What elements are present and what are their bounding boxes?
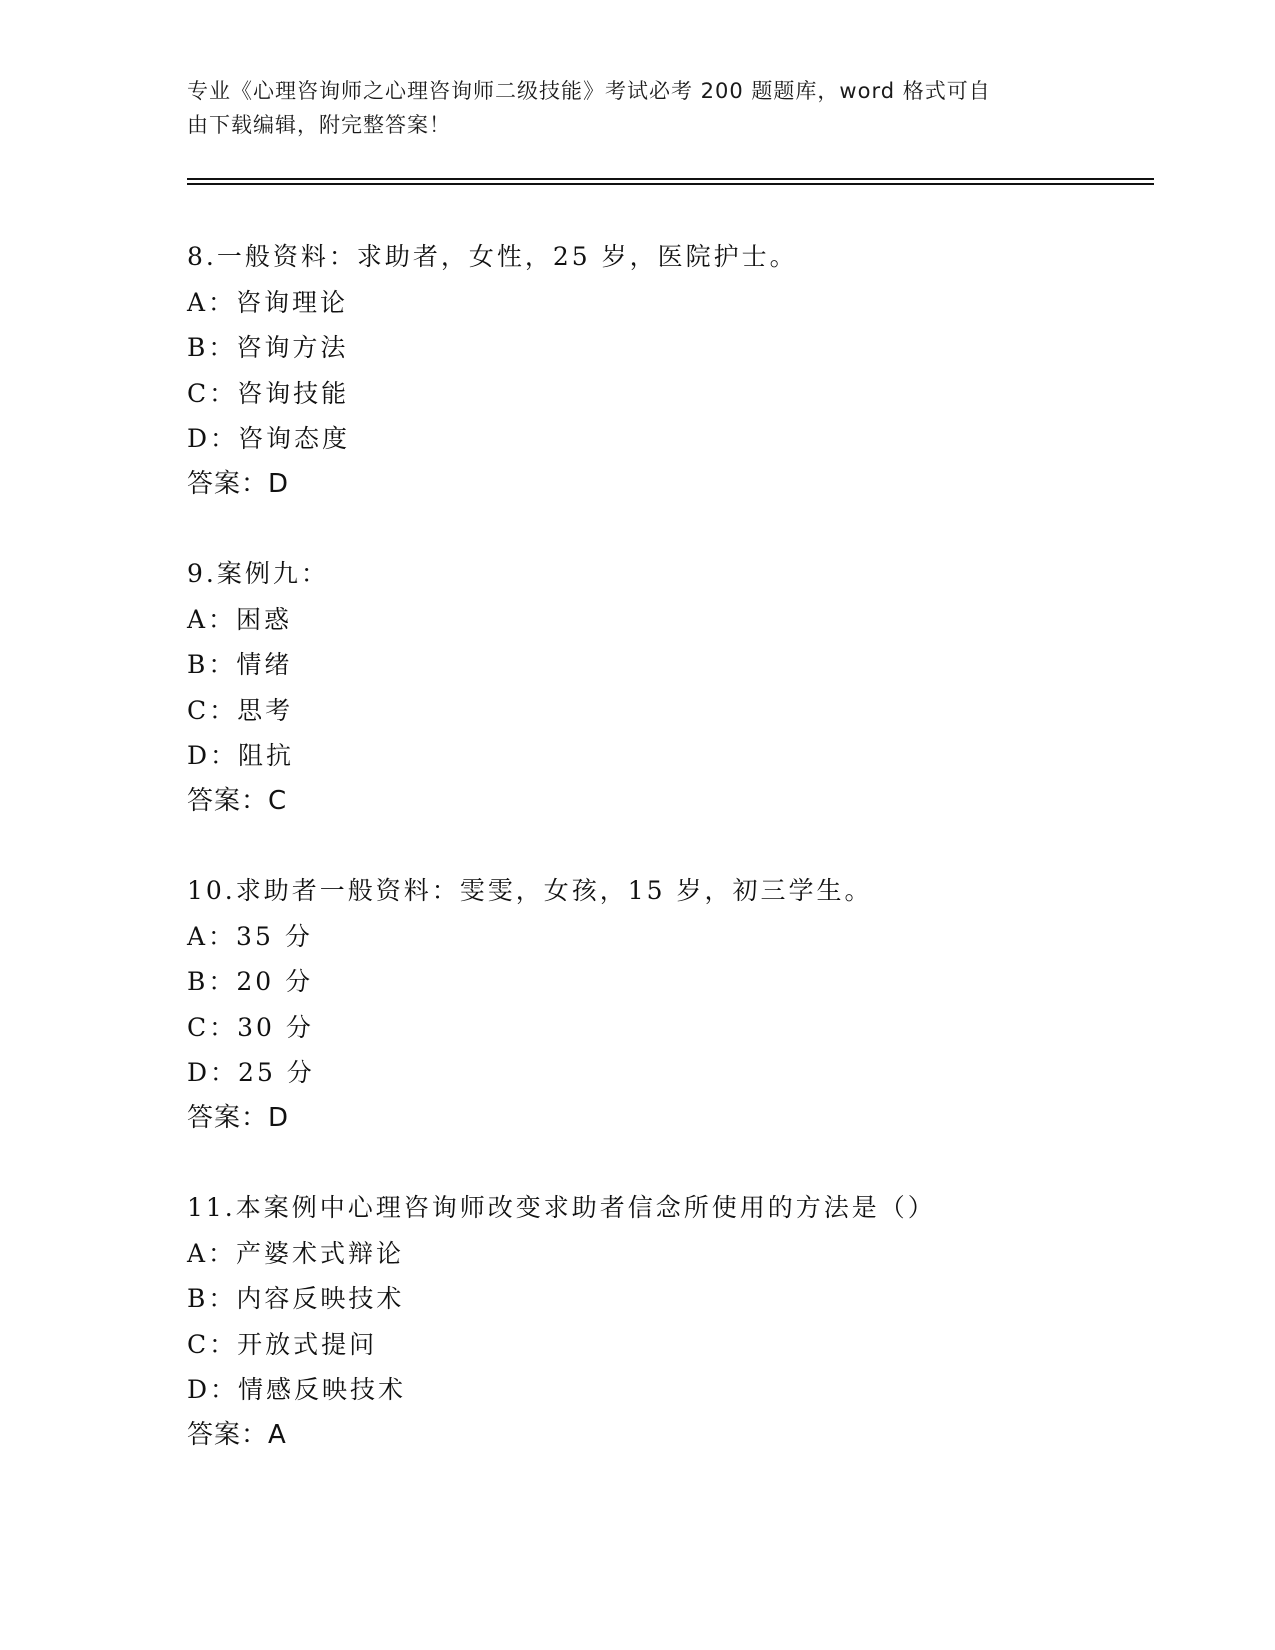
answer-line: 答案：A <box>187 1419 287 1450</box>
option-b: B：内容反映技术 <box>187 1284 405 1313</box>
question-list <box>187 234 1147 1502</box>
option-c: C：思考 <box>187 695 294 725</box>
option-d: D：25 分 <box>187 1058 315 1087</box>
question-8 <box>187 234 1147 507</box>
option-d: D：咨询态度 <box>187 424 351 453</box>
option-b: B：情绪 <box>187 650 293 679</box>
question-10 <box>187 868 1147 1141</box>
header-line-2: 由下载编辑，附完整答案！ <box>187 113 451 137</box>
question-stem: 11.本案例中心理咨询师改变求助者信念所使用的方法是（） <box>187 1193 936 1222</box>
option-a: A：产婆术式辩论 <box>187 1238 405 1268</box>
header-line-1: 专业《心理咨询师之心理咨询师二级技能》考试必考 200 题题库，word 格式可自 <box>187 79 991 103</box>
option-b: B：咨询方法 <box>187 333 349 362</box>
option-a: A：困惑 <box>187 604 293 634</box>
question-11 <box>187 1185 1147 1458</box>
question-stem: 10.求助者一般资料：雯雯，女孩，15 岁，初三学生。 <box>187 876 873 905</box>
option-c: C：咨询技能 <box>187 378 350 408</box>
option-c: C：开放式提问 <box>187 1329 378 1359</box>
header-divider-bottom <box>187 183 1154 185</box>
option-c: C：30 分 <box>187 1012 314 1042</box>
answer-line: 答案：D <box>187 1102 290 1133</box>
answer-line: 答案：C <box>187 785 288 816</box>
option-a: A：35 分 <box>187 921 313 951</box>
question-stem: 9.案例九： <box>187 559 329 588</box>
answer-line: 答案：D <box>187 468 290 499</box>
option-d: D：情感反映技术 <box>187 1375 407 1404</box>
header-divider-top <box>187 178 1154 180</box>
option-b: B：20 分 <box>187 967 314 996</box>
option-a: A：咨询理论 <box>187 287 349 317</box>
document-header <box>187 74 1067 142</box>
question-9 <box>187 551 1147 824</box>
question-stem: 8.一般资料：求助者，女性，25 岁，医院护士。 <box>187 242 798 271</box>
option-d: D：阻抗 <box>187 741 295 770</box>
